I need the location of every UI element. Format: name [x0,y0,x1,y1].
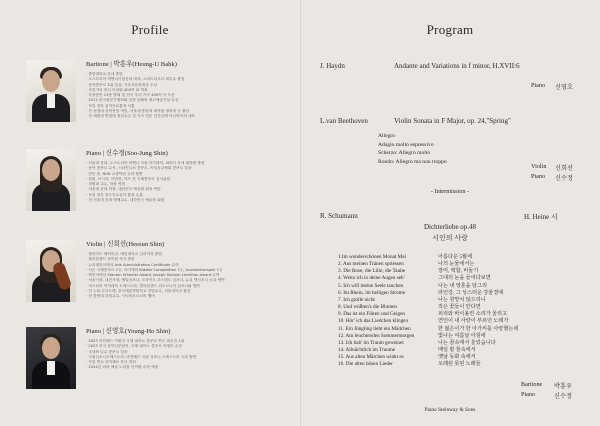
page-divider [300,0,301,426]
bio-line: · 서울시향, 대전시향, 예일심포니, 오하이오 푸스텐도 심포니, 뉴욕 엔사포니 등과 협연 [86,278,225,283]
bio-line: · 2011 한국평론가협의회 선정 올해의 최고예술가상 수상 [86,98,179,103]
song-title-korean: 옛날 동화 속에서 [438,354,476,361]
performer-instrument: Piano [521,391,536,398]
performer-name: 신수정 [554,393,572,400]
bio-line: · 경원대 교수, 학장 역임 [86,182,126,187]
performer-name: 신영호 [555,84,573,91]
bio-list [86,339,288,371]
song-title-korean: 나는 꿈속에서 울었습니다 [438,339,496,346]
bio-line: · 독일 연로 음악재료 목사 개최 [86,360,136,365]
bio-line: · 현 세광대 연말에 정년교수 및 가곡 전문 인간선택 아나바이의 대표 [86,114,196,119]
song-title-korean: 매일 밤 꿈속에서 [438,347,476,354]
performer-name: 박흥우 [554,383,572,390]
bio-list [86,72,288,120]
bio-line: · 2023 한국 음악신문잡지, 국제 피아노 콩쿠르 학생부 수상 [86,344,182,349]
bio-line: · 국내외 다수 콩쿠르 입상 [86,349,128,354]
song-title: 1.Im wunderschönen Monat Mai [338,254,406,260]
profile-name: Piano | 신영호(Young-Ho Shin) [86,328,171,335]
piano-footer: Piano Steinway & Sons [424,407,476,413]
song-title-korean: 나의 눈물에서는 [438,261,475,268]
song-title: 11. Ein Jüngling liebt ein Mädchen [338,325,411,332]
bio-line: · 국립심포니오케스트라, 마인베드 국립 심포니 오케스트라 등과 협연 [86,354,197,359]
song-title: 9. Das ist ein Flöten und Geigen [338,311,405,318]
movement: Allegro [378,133,396,139]
song-title-korean: 빛나는 여름날 아침에 [438,332,486,339]
song-title: 6. Im Rhein, im heiligen Strome [338,289,405,296]
song-title: 4. Wenn ich in deine Augen seh' [338,275,405,282]
intermission: - Intermission - [430,188,470,195]
bio-line: · 줄리아드 예비학교, 예일대학교 심리학과 졸업 [86,252,162,256]
composer-beethoven: L.van Beethoven [320,117,368,125]
bio-line: · 에인저에선 Stanton Wheeler Award, Joseph Seldom Lendlhon Award 수여 [86,273,220,278]
profile-name: Violin | 신희선(Heesun Shin) [86,241,165,248]
baritone-photo [26,60,76,122]
song-title-korean: 장미, 백합, 비둘기 [438,268,479,275]
bio-line: · 뉴욕대학교에서 Arts Administration Certificate 수여 [86,262,179,267]
bio-line: · 전 성결대 강의전임 역임, 서울대·중앙대 대학원·정화대 등 출강 [86,109,190,114]
song-title: 15. Aus alten Märchen winkt es [338,354,404,361]
bio-line: · 한원, 독시자, 이란란, 카즈 전 국제콩쿠르 심사위원 [86,176,171,181]
performer-instrument: Violin [531,163,547,170]
profile-name: Piano | 신수정(Soo-Jung Shin) [86,150,168,157]
song-title: 5. Ich will meine Seele tauchen [338,282,404,289]
bio-list [86,252,288,300]
bio-list [86,161,288,203]
song-title-korean: 한 젊은이가 한 아가씨를 사랑했는데 [438,325,519,332]
movement: Rondo: Allegro ma non troppo [378,158,447,165]
composer-haydn: J. Haydn [320,62,345,70]
song-title-korean: 그대의 눈을 들여다보면 [438,275,491,282]
performer-instrument: Baritone [521,381,543,388]
bio-line: · 만민 중, NHK 교향악단 등과 협연 [86,171,143,176]
bio-line: · 중앙대학교 음대 졸업 [86,72,123,76]
bio-line: · 현 한양대 강임교수, 시닉비오르크의 멤버 [86,294,155,299]
bio-line: · 독일 정부 십자공로훈장 서훈 [86,103,135,108]
performer-instrument: Piano [531,82,546,89]
profile-title: Profile [131,22,169,37]
performer-name: 신수정 [555,175,573,182]
song-list-german [338,254,414,369]
bio-line: · 전 누와 콘서트뱅, 한국예술종합학교 강임교수, 서울대학교 출강 [86,289,191,294]
composer-schumann: R. Schumann [320,212,358,220]
bio-line: · 미스터리 아카데미 오케스트라, 클리블랜드 리오르니아 심포니와 협연 [86,283,200,288]
song-title-korean: 아름다운 5월에 [438,254,472,260]
song-title: 7. Ich grolle nicht [338,296,375,303]
song-title-korean: 작은 꽃들이 안다면 [438,304,481,311]
song-title: 13. Ich hab' im Traum geweinet [338,339,404,346]
song-title: 8. Und wüßten's die Blumen [338,304,398,311]
bio-line: · 서울대 음대, 오스트리아 비엔나 국립 아카데미, 피바디 음대 대학원 졸업 [86,161,205,165]
performer-name: 신희선 [555,165,573,172]
pianist-photo [26,327,76,389]
bio-line: · 독일가곡 중심 독창회 400여 회 개최 [86,87,148,92]
bio-line: · 현 서울대 음대 명예교수, 대한민국 예술원 회원 [86,198,165,203]
poet: H. Heine 시 [524,213,558,221]
movement-list [378,132,447,166]
bio-line: · 서울대 음대 학장, 대한민국 예술원 회장 역임 [86,187,161,192]
bio-line: · 서은 국제콩쿠르 1등, 마이애미 Biddler Competition 1등, Auswahlvorspiel 1등 [86,267,223,272]
work-haydn: Andante and Variations in f minor, H.XVII:6 [394,62,520,70]
song-title-korean: 라인강, 그 성스러운 강물결에 [438,289,504,296]
movement: Scherzo: Allegro molto [378,150,431,157]
bio-line: · 2024년 라파 예술 노리블 음악원 수학 예정 [86,365,159,370]
work-schumann: Dichterliebe op.48 [423,223,477,231]
bio-line: · 독창음반 13종 발매 및 전곡 우리 가곡 400여 곡 녹음 [86,93,175,98]
song-title-korean: 오래된 못된 노래들 [438,361,481,368]
bio-line: · 동아콩쿠르 1위 입상, 기독교문화대상 수상 [86,82,158,87]
song-title: 12. Am leuchtenden Sommermorgen [338,332,415,339]
song-title: 10. Hör' ich das Liedchen klingen [338,318,409,325]
bio-line: · 동아 콩쿠르 수석, 스타인니크 콩쿠르, 독일음교협회 콩쿠르 입상 [86,166,192,171]
song-title-korean: 피리와 바이올린 소리가 울리고 [438,311,508,318]
song-list-korean [438,254,518,369]
song-title: 14. Allnächtlich im Traume [338,347,396,354]
bio-line: · 오스트리아 비엔나국립음대 대표, 오라트리오과 최우수 졸업 [86,77,185,82]
pianist-photo [26,149,76,211]
profile-name: Baritone | 박흥우(Heung-U Bahk) [86,61,177,68]
movement: Adagio molto espressivo [378,141,434,148]
program-title: Program [426,22,474,37]
song-title-korean: 연인이 내 사랑이 부르던 노래가 [438,318,509,325]
song-title: 16. Die alten bösen Lieder [338,361,393,368]
song-title-korean: 나는 내 영혼을 담그리 [438,282,487,289]
bio-line: · 2023 마인베드 이원진 국제 피아노 콩쿠르 연주 최우진 1위 [86,339,185,343]
work-beethoven: Violin Sonata in F Major, op. 24,"Spring" [394,117,511,125]
song-title: 2. Aus meinen Tränen spriessen [338,261,404,268]
violinist-photo [26,240,76,302]
bio-line: · 독일 정부 일등공로십자 훈장 수훈 [86,192,143,197]
work-schumann-korean: 시인의 사랑 [432,234,468,242]
song-title: 3. Die Rose, die Lilie, die Taube [338,268,406,275]
bio-line: · 클리블랜드 음악원 석사 졸업 [86,257,135,262]
song-title-korean: 나는 원망치 않으리니 [438,296,486,303]
performer-instrument: Piano [531,173,546,180]
